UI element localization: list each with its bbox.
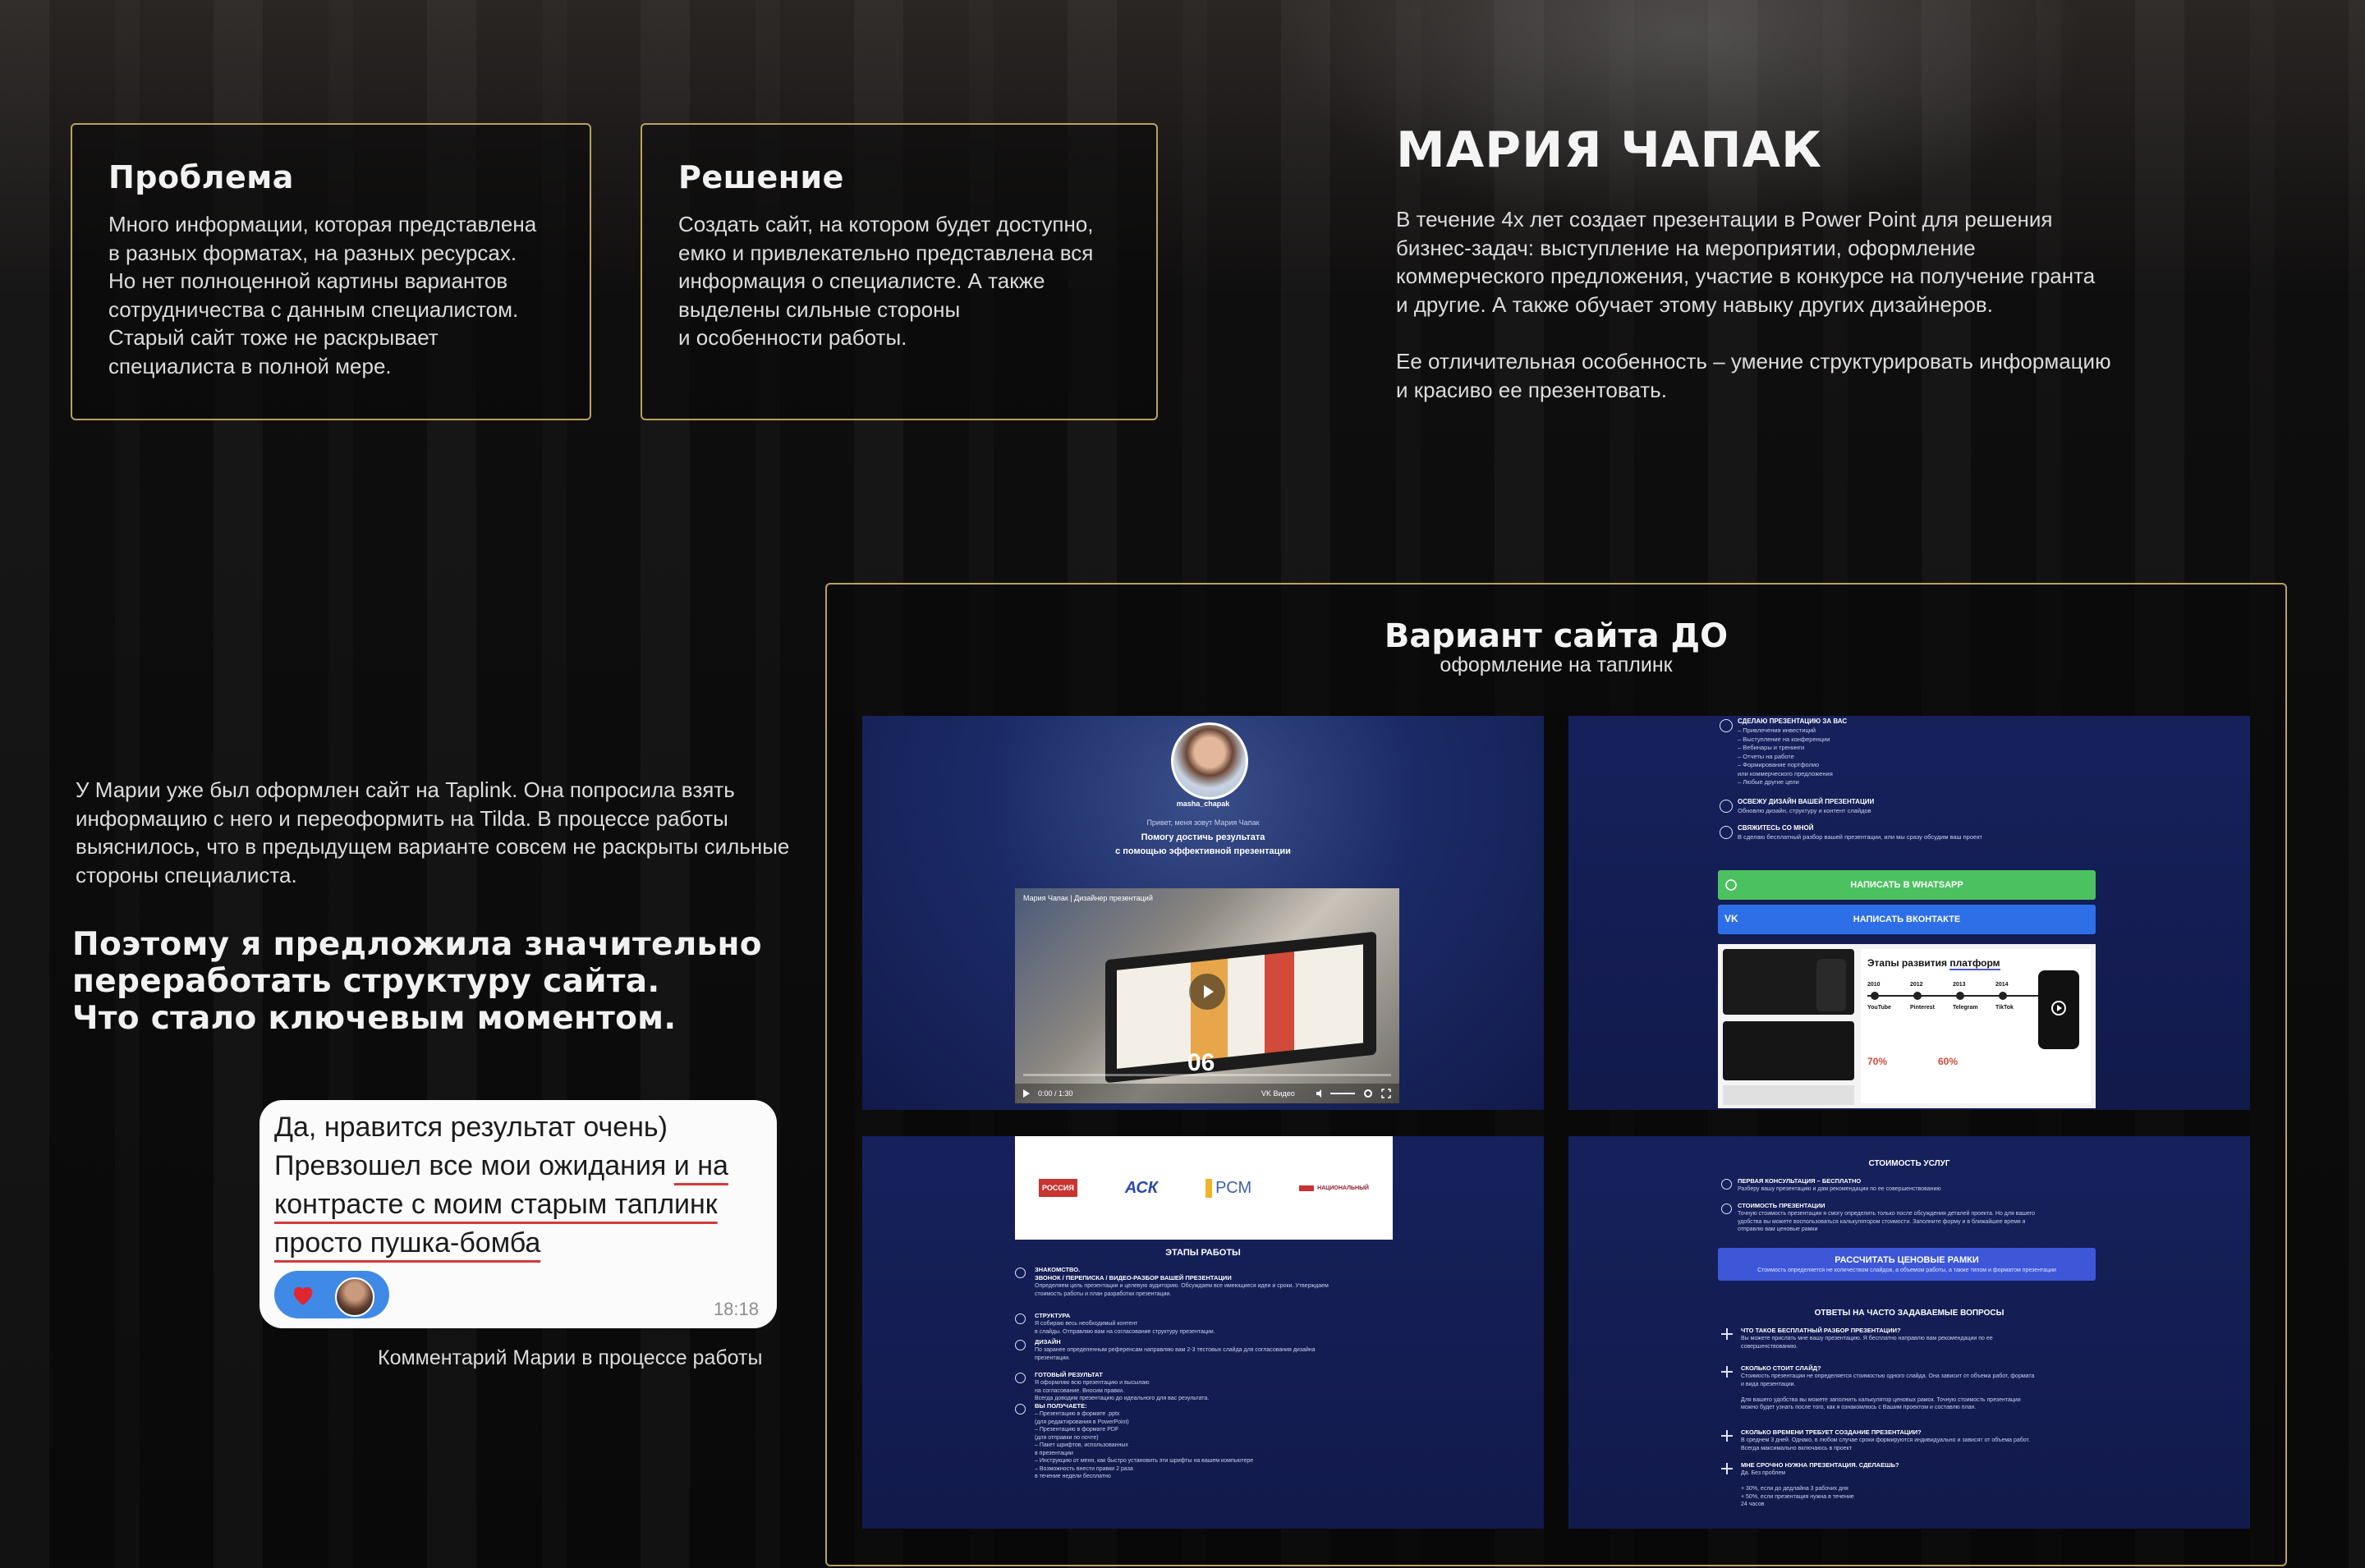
play-icon	[1189, 974, 1225, 1010]
chat-line-2-plain: Превзошел все мои ожидания	[274, 1150, 674, 1181]
calc-button[interactable]	[1718, 1248, 2096, 1281]
faq-question[interactable]: СКОЛЬКО ВРЕМЕНИ ТРЕБУЕТ СОЗДАНИЕ ПРЕЗЕНТАЦИИ?	[1741, 1428, 1922, 1436]
video-time: 0:00 / 1:30	[1038, 1089, 1073, 1098]
timeline-platform: TikTok	[1995, 1005, 2014, 1011]
play-small-icon[interactable]	[1022, 1089, 1031, 1098]
service-title: СДЕЛАЮ ПРЕЗЕНТАЦИЮ ЗА ВАС	[1738, 718, 1848, 725]
stage-icon	[1015, 1340, 1026, 1350]
video-screen	[1105, 932, 1376, 1084]
timeline-dot	[1871, 992, 1879, 1000]
whatsapp-icon	[1724, 878, 1738, 892]
stage-title: ЗНАКОМСТВО. ЗВОНОК / ПЕРЕПИСКА / ВИДЕО-РАЗБОР ВАШЕЙ ПРЕЗЕНТАЦИИ	[1035, 1266, 1232, 1281]
problem-card	[71, 123, 591, 420]
about-paragraph-1: В течение 4х лет создает презентации в Power Point для решения бизнес-задач: выступление на мероприятии, оформление коммерческого предложения, участие в конкурсе на получение гранта и другие. А также обучает этому навыку других дизайнеров.	[1396, 207, 2096, 317]
logo-russia: РОССИЯ	[1039, 1179, 1077, 1197]
stage-text: Определяем цель презентации и целевую аудиторию. Обсуждаем все имеющиеся идеи и сроки. Утверждаем стоимость работы и план разработки презентации.	[1035, 1283, 1329, 1297]
platforms-slide	[1861, 949, 2091, 1103]
faq-heading: ОТВЕТЫ НА ЧАСТО ЗАДАВАЕМЫЕ ВОПРОСЫ	[1814, 1309, 2005, 1318]
video-title: Мария Чапак | Дизайнер презентаций	[1023, 894, 1153, 902]
faq-question[interactable]: СКОЛЬКО СТОИТ СЛАЙД?	[1741, 1364, 1821, 1372]
timeline-dot	[1913, 992, 1922, 1000]
logos-strip	[1015, 1136, 1393, 1240]
calc-note: Стоимость определяется не количеством слайдов, а объемом работы, а также типом и форматом презентации	[1757, 1268, 2056, 1273]
pricing-title: СТОИМОСТЬ ПРЕЗЕНТАЦИИ	[1738, 1202, 1825, 1209]
stage-title: ВЫ ПОЛУЧАЕТЕ:	[1035, 1402, 1087, 1410]
pricing-heading: СТОИМОСТЬ УСЛУГ	[1868, 1159, 1950, 1168]
solution-text: Создать сайт, на котором будет доступно, емко и привлекательно представлена вся информация о специалисте. А также выделены сильные стороны и особенности работы.	[678, 212, 1094, 350]
volume-slider[interactable]	[1330, 1093, 1355, 1094]
problem-text: Много информации, которая представлена в разных форматах, на разных ресурсах. Но нет полноценной картины вариантов сотрудничества с данным специалистом. Старый сайт тоже не раскрывает специалиста в полной мере.	[108, 212, 537, 378]
timeline-platform: YouTube	[1867, 1005, 1891, 1011]
play-circle-icon	[2050, 1000, 2067, 1016]
vk-label: НАПИСАТЬ ВКОНТАКТЕ	[1853, 915, 1961, 924]
stage-title: ДИЗАЙН	[1035, 1338, 1061, 1346]
timeline-year: 2012	[1910, 982, 1923, 988]
logo-national: НАЦИОНАЛЬНЫЙ	[1299, 1185, 1369, 1191]
stage-icon	[1015, 1268, 1026, 1278]
timeline-year: 2014	[1995, 982, 2009, 988]
portfolio-preview[interactable]	[1718, 944, 2096, 1108]
vk-video-label: VK Видео	[1261, 1089, 1295, 1098]
faq-expand-icon[interactable]	[1721, 1463, 1733, 1474]
service-text: В сделаю бесплатный разбор вашей презентации, или мы сразу обсудим ваш проект	[1738, 833, 1982, 841]
person-name: МАРИЯ ЧАПАК	[1396, 121, 1823, 179]
stage-text: – Презентацию в формате .pptx (для редактирования в PowerPoint) – Презентацию в формате PDF (для отправки по почте) – Пакет шрифтов, использованных в презентации – Инструкцию от меня, как быстро установить эти шрифты на вашем компьютере – Возможность внести правки 2 раза в течение недели бесплатно	[1035, 1411, 1254, 1479]
video-progress[interactable]	[1023, 1074, 1391, 1076]
pricing-icon	[1721, 1179, 1732, 1190]
timeline-platform: Pinterest	[1910, 1005, 1935, 1011]
chat-caption: Комментарий Марии в процессе работы	[378, 1346, 763, 1369]
screenshot-stages	[862, 1136, 1544, 1529]
stage-text: По заранее определенным референсам направляю вам 2-3 тестовых слайда для согласования дизайна презентации.	[1035, 1347, 1316, 1361]
vk-icon: VK	[1724, 913, 1738, 924]
vk-button[interactable]	[1718, 905, 2096, 934]
timeline-year: 2013	[1953, 982, 1966, 988]
chat-line-1: Да, нравится результат очень)	[274, 1112, 668, 1143]
phone-mockup	[2038, 970, 2079, 1049]
preview-table	[1723, 1021, 1854, 1080]
play-button[interactable]	[1189, 974, 1225, 1010]
stage-text: Я оформляю всю презентацию и высылаю на согласование. Вносим правки. Всегда доводим презентацию до идеального для вас результата.	[1035, 1380, 1210, 1401]
preview-stats	[1723, 1085, 1854, 1105]
profile-avatar	[1171, 722, 1248, 800]
service-text: – Привлечения инвестиций – Выступление на конференции – Вебинары и тренинги – Отчеты на работе – Формирование портфолио или коммерческого предложения – Любые другие цели	[1738, 727, 1833, 786]
chat-line-2-underlined: и на	[673, 1150, 728, 1181]
timeline-year: 2010	[1867, 982, 1881, 988]
stages-heading: ЭТАПЫ РАБОТЫ	[1165, 1248, 1241, 1258]
logo-rsm: РСМ	[1205, 1179, 1251, 1198]
chat-bubble	[259, 1100, 777, 1328]
reactions-pill[interactable]	[274, 1271, 389, 1318]
intro-text: У Марии уже был оформлен сайт на Taplink. Она попросила взять информацию с него и переоформить на Tilda. В процессе работы выяснилось, что в предыдущем варианте совсем не раскрыты сильные стороны специалиста.	[76, 777, 790, 887]
faq-expand-icon[interactable]	[1721, 1430, 1733, 1442]
platforms-title: Этапы развития платформ	[1867, 957, 2000, 969]
faq-question[interactable]: ЧТО ТАКОЕ БЕСПЛАТНЫЙ РАЗБОР ПРЕЗЕНТАЦИИ?	[1741, 1327, 1901, 1334]
volume-icon[interactable]	[1316, 1089, 1325, 1098]
chat-line-2	[274, 1147, 762, 1185]
service-icon	[1720, 826, 1733, 839]
faq-answer: В среднем 3 дней. Однако, в любом случае сроки формируются индивидуально и зависят от объема работ. Всегда максимально включаюсь в проект	[1741, 1437, 2030, 1451]
faq-answer: Стоимость презентации не определяется стоимостью одного слайда. Она зависит от объема работ, формата и вида презентации. Для вашего удобства вы можете заполнить калькулятор ценовых рамок. Точную стоимость презентации можно будет узнать после того, как я ознакомлюсь с Вашим проектом и составлю план.	[1741, 1373, 2035, 1410]
before-title: Вариант сайта ДО	[1384, 617, 1729, 655]
intro-accent: Поэтому я предложила значительно переработать структуру сайта. Что стало ключевым моментом.	[72, 926, 762, 1037]
heart-icon	[289, 1281, 317, 1309]
problem-title: Проблема	[108, 159, 294, 195]
whatsapp-button[interactable]	[1718, 870, 2096, 900]
chat-line-4: просто пушка-бомба	[274, 1227, 541, 1259]
timeline-platform: Telegram	[1953, 1005, 1978, 1011]
profile-headline: Помогу достичь результата с помощью эффективной презентации	[1115, 832, 1291, 856]
pricing-text: Разберу вашу презентацию и дам рекомендации по ее совершенствованию	[1738, 1186, 1941, 1192]
settings-icon[interactable]	[1363, 1089, 1373, 1098]
faq-answer: Вы можете прислать мне вашу презентацию. Я бесплатно направлю вам рекомендации по ее совершенствованию.	[1741, 1336, 1993, 1350]
screenshot-pricing	[1568, 1136, 2250, 1529]
pricing-icon	[1721, 1204, 1732, 1214]
stage-icon	[1015, 1314, 1026, 1324]
service-title: СВЯЖИТЕСЬ СО МНОЙ	[1738, 824, 1814, 832]
service-text: Обновлю дизайн, структуру и контент слайдов	[1738, 807, 1871, 814]
stage-icon	[1015, 1373, 1026, 1383]
screenshot-profile	[862, 716, 1544, 1110]
video-number: 06	[1187, 1049, 1215, 1076]
stage-text: Я собираю весь необходимый контент в слайды. Отправляю вам на согласование структуру презентации.	[1035, 1321, 1215, 1335]
faq-question[interactable]: МНЕ СРОЧНО НУЖНА ПРЕЗЕНТАЦИЯ. СДЕЛАЕШЬ?	[1741, 1461, 1899, 1469]
chat-time: 18:18	[713, 1299, 759, 1319]
calc-label: РАССЧИТАТЬ ЦЕНОВЫЕ РАМКИ	[1835, 1255, 1979, 1265]
stat-70: 70%	[1867, 1056, 1888, 1067]
service-title: ОСВЕЖУ ДИЗАЙН ВАШЕЙ ПРЕЗЕНТАЦИИ	[1738, 798, 1875, 805]
before-subtitle: оформление на таплинк	[1440, 653, 1673, 676]
about-paragraph-2: Ее отличительная особенность – умение структурировать информацию и красиво ее презентовать.	[1396, 349, 2111, 402]
service-icon	[1720, 719, 1733, 732]
profile-greeting: Привет, меня зовут Мария Чапак	[1146, 818, 1260, 827]
logo-ask: АСК	[1124, 1178, 1159, 1197]
service-icon	[1720, 800, 1733, 813]
timeline-dot	[1956, 992, 1964, 1000]
faq-answer: Да. Без проблем + 30%, если до дедлайна 3 рабочих дня + 50%, если презентация нужна в течение 24 часов	[1741, 1470, 1854, 1507]
faq-expand-icon[interactable]	[1721, 1366, 1733, 1378]
video-controls	[1015, 1084, 1399, 1103]
solution-card	[641, 123, 1158, 420]
timeline-dot	[1999, 992, 2007, 1000]
video-player[interactable]	[1015, 888, 1399, 1103]
stage-title: ГОТОВЫЙ РЕЗУЛЬТАТ	[1035, 1371, 1103, 1378]
fullscreen-icon[interactable]	[1381, 1089, 1391, 1098]
reactor-avatar	[335, 1277, 374, 1317]
stat-60: 60%	[1938, 1056, 1959, 1067]
pricing-text: Точную стоимость презентации я смогу определить только после обсуждения деталей проекта. Но для вашего удобства вы можете воспользоваться калькулятором стоимости. Заполните форму и в ближайшее время я отправлю вам ценовые рамки	[1738, 1211, 2036, 1232]
screenshot-services	[1568, 716, 2250, 1110]
solution-title: Решение	[678, 159, 844, 195]
whatsapp-label: НАПИСАТЬ В WHATSAPP	[1850, 880, 1963, 890]
profile-username: masha_chapak	[1176, 800, 1230, 808]
stage-icon	[1015, 1404, 1026, 1414]
stage-title: СТРУКТУРА	[1035, 1312, 1071, 1319]
chat-line-3: контрасте с моим старым таплинк	[274, 1189, 718, 1220]
faq-expand-icon[interactable]	[1721, 1328, 1733, 1340]
chat-message	[274, 1108, 762, 1263]
preview-phone	[1816, 959, 1846, 1011]
pricing-title: ПЕРВАЯ КОНСУЛЬТАЦИЯ – БЕСПЛАТНО	[1738, 1177, 1862, 1185]
